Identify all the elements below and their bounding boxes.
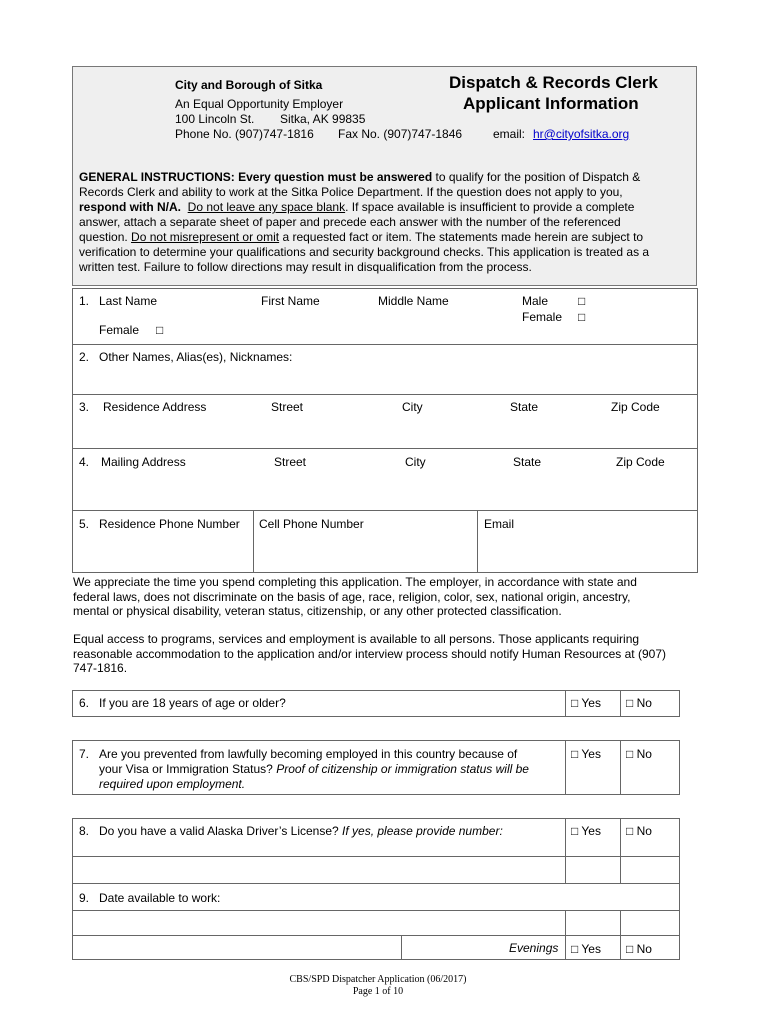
table-border: [72, 572, 697, 573]
immigration-proof-note: Proof of citizenship or immigration status will be: [276, 762, 529, 776]
license-question-label: Do you have a valid Alaska Driver’s License?: [99, 824, 343, 838]
instructions-line-6: verification to determine your qualifications and security background checks. This application is treated as a: [79, 245, 650, 259]
table-border: [72, 935, 679, 936]
immigration-question-line-1: Are you prevented from lawfully becoming employed in this country because of: [99, 747, 518, 761]
table-border: [72, 794, 679, 795]
table-border: [679, 690, 680, 717]
fax-number: Fax No. (907)747-1846: [338, 127, 463, 141]
table-border: [620, 690, 621, 717]
table-border: [72, 288, 73, 573]
email-link[interactable]: hr@cityofsitka.org: [533, 127, 630, 141]
residence-city-label: City: [402, 400, 423, 414]
notice-2-line-3: 747-1816.: [73, 661, 128, 675]
instructions-line-5: [79, 230, 643, 244]
residence-zip-label: Zip Code: [611, 400, 660, 414]
date-available-label: Date available to work:: [99, 891, 221, 905]
q8-number: 8.: [79, 824, 90, 838]
table-border: [72, 883, 679, 884]
q5-number: 5.: [79, 517, 90, 531]
mailing-address-label: Mailing Address: [101, 455, 186, 469]
table-border: [72, 448, 697, 449]
evenings-label: Evenings: [509, 941, 559, 955]
q8-yes-checkbox[interactable]: □ Yes: [571, 824, 601, 838]
notice-2-line-1: Equal access to programs, services and employment is available to all persons. Those applicants requiring: [73, 632, 640, 646]
table-border: [620, 818, 621, 884]
email-field-label: Email: [484, 517, 515, 531]
instructions-text: to qualify for the position of Dispatch &: [432, 170, 641, 184]
table-border: [72, 818, 73, 960]
mailing-city-label: City: [405, 455, 426, 469]
table-border: [72, 856, 679, 857]
q3-number: 3.: [79, 400, 90, 414]
street-address: 100 Lincoln St.: [175, 112, 255, 126]
male-checkbox[interactable]: □: [578, 294, 586, 308]
table-border: [565, 740, 566, 795]
equal-opportunity-text: An Equal Opportunity Employer: [175, 97, 344, 111]
table-border: [72, 690, 73, 717]
q4-number: 4.: [79, 455, 90, 469]
instructions-line-4: answer, attach a separate sheet of paper and precede each answer with the number of the referenced: [79, 215, 621, 229]
table-border: [253, 510, 254, 572]
notice-2-line-2: reasonable accommodation to the application and/or interview process should notify Human Resources at (907): [73, 647, 666, 661]
immigration-question-line-3: required upon employment.: [99, 777, 246, 791]
table-border: [72, 910, 679, 911]
table-border: [477, 510, 478, 572]
age-question-label: If you are 18 years of age or older?: [99, 696, 286, 710]
notice-1-line-3: mental or physical disability, veteran status, citizenship, or any other protected classification.: [73, 604, 562, 618]
table-border: [697, 288, 698, 573]
city-state-zip: Sitka, AK 99835: [280, 112, 366, 126]
evenings-no-checkbox[interactable]: □ No: [626, 942, 652, 956]
table-border: [72, 716, 679, 717]
instructions-line-3: [79, 200, 634, 214]
q6-no-checkbox[interactable]: □ No: [626, 696, 652, 710]
immigration-question-line-2: [99, 762, 529, 776]
mailing-state-label: State: [513, 455, 542, 469]
table-border: [401, 935, 402, 960]
phone-number: Phone No. (907)747-1816: [175, 127, 314, 141]
table-border: [620, 910, 621, 960]
table-border: [72, 288, 697, 289]
female-label: Female: [522, 310, 563, 324]
instructions-line-7: written test. Failure to follow directions may result in disqualification from the process.: [79, 260, 532, 274]
mailing-zip-label: Zip Code: [616, 455, 665, 469]
q6-number: 6.: [79, 696, 90, 710]
no-misrepresent-text: Do not misrepresent or omit: [131, 230, 280, 244]
license-question: [99, 824, 503, 838]
footer-page-number: Page 1 of 10: [352, 986, 404, 997]
instructions-line-2: Records Clerk and ability to work at the Sitka Police Department. If the question does not apply to you,: [79, 185, 623, 199]
residence-street-label: Street: [271, 400, 304, 414]
table-border: [72, 510, 697, 511]
respond-na-text: respond with N/A.: [79, 200, 181, 214]
residence-state-label: State: [510, 400, 539, 414]
footer-document-id: CBS/SPD Dispatcher Application (06/2017): [289, 974, 467, 985]
female-label-2: Female: [99, 323, 140, 337]
no-blank-text: Do not leave any space blank: [187, 200, 346, 214]
immigration-question-text: your Visa or Immigration Status?: [99, 762, 277, 776]
instructions-text: a requested fact or item. The statements made herein are subject to: [279, 230, 644, 244]
female-checkbox-2[interactable]: □: [156, 323, 164, 337]
male-label: Male: [522, 294, 549, 308]
q1-number: 1.: [79, 294, 90, 308]
female-checkbox[interactable]: □: [578, 310, 586, 324]
table-border: [679, 740, 680, 795]
instructions-text: . If space available is insufficient to provide a complete: [345, 200, 635, 214]
table-border: [565, 818, 566, 884]
license-question-hint: If yes, please provide number:: [342, 824, 503, 838]
table-border: [72, 344, 697, 345]
table-border: [72, 818, 679, 819]
q7-number: 7.: [79, 747, 90, 761]
table-border: [565, 690, 566, 717]
q6-yes-checkbox[interactable]: □ Yes: [571, 696, 601, 710]
table-border: [72, 690, 679, 691]
q7-no-checkbox[interactable]: □ No: [626, 747, 652, 761]
email-label: email:: [493, 127, 526, 141]
org-name: City and Borough of Sitka: [175, 78, 323, 92]
evenings-yes-checkbox[interactable]: □ Yes: [571, 942, 601, 956]
q8-no-checkbox[interactable]: □ No: [626, 824, 652, 838]
residence-address-label: Residence Address: [103, 400, 207, 414]
cell-phone-label: Cell Phone Number: [259, 517, 364, 531]
table-border: [72, 740, 73, 795]
instructions-line-1: [79, 170, 640, 184]
table-border: [565, 910, 566, 960]
instructions-text: question.: [79, 230, 132, 244]
q2-number: 2.: [79, 350, 90, 364]
table-border: [72, 394, 697, 395]
middle-name-label: Middle Name: [378, 294, 449, 308]
table-border: [620, 740, 621, 795]
notice-1-line-2: federal laws, does not discriminate on the basis of age, race, religion, color, sex, national origin, ancestry,: [73, 590, 631, 604]
table-border: [72, 959, 679, 960]
table-border: [72, 740, 679, 741]
q9-number: 9.: [79, 891, 90, 905]
first-name-label: First Name: [261, 294, 320, 308]
notice-1-line-1: We appreciate the time you spend completing this application. The employer, in accordance with state and: [73, 575, 637, 589]
other-names-label: Other Names, Alias(es), Nicknames:: [99, 350, 293, 364]
table-border: [679, 818, 680, 960]
last-name-label: Last Name: [99, 294, 158, 308]
instructions-heading: GENERAL INSTRUCTIONS: Every question must be answered: [79, 170, 433, 184]
residence-phone-label: Residence Phone Number: [99, 517, 240, 531]
form-subtitle: Applicant Information: [463, 94, 639, 113]
mailing-street-label: Street: [274, 455, 307, 469]
form-title: Dispatch & Records Clerk: [449, 73, 658, 92]
q7-yes-checkbox[interactable]: □ Yes: [571, 747, 601, 761]
